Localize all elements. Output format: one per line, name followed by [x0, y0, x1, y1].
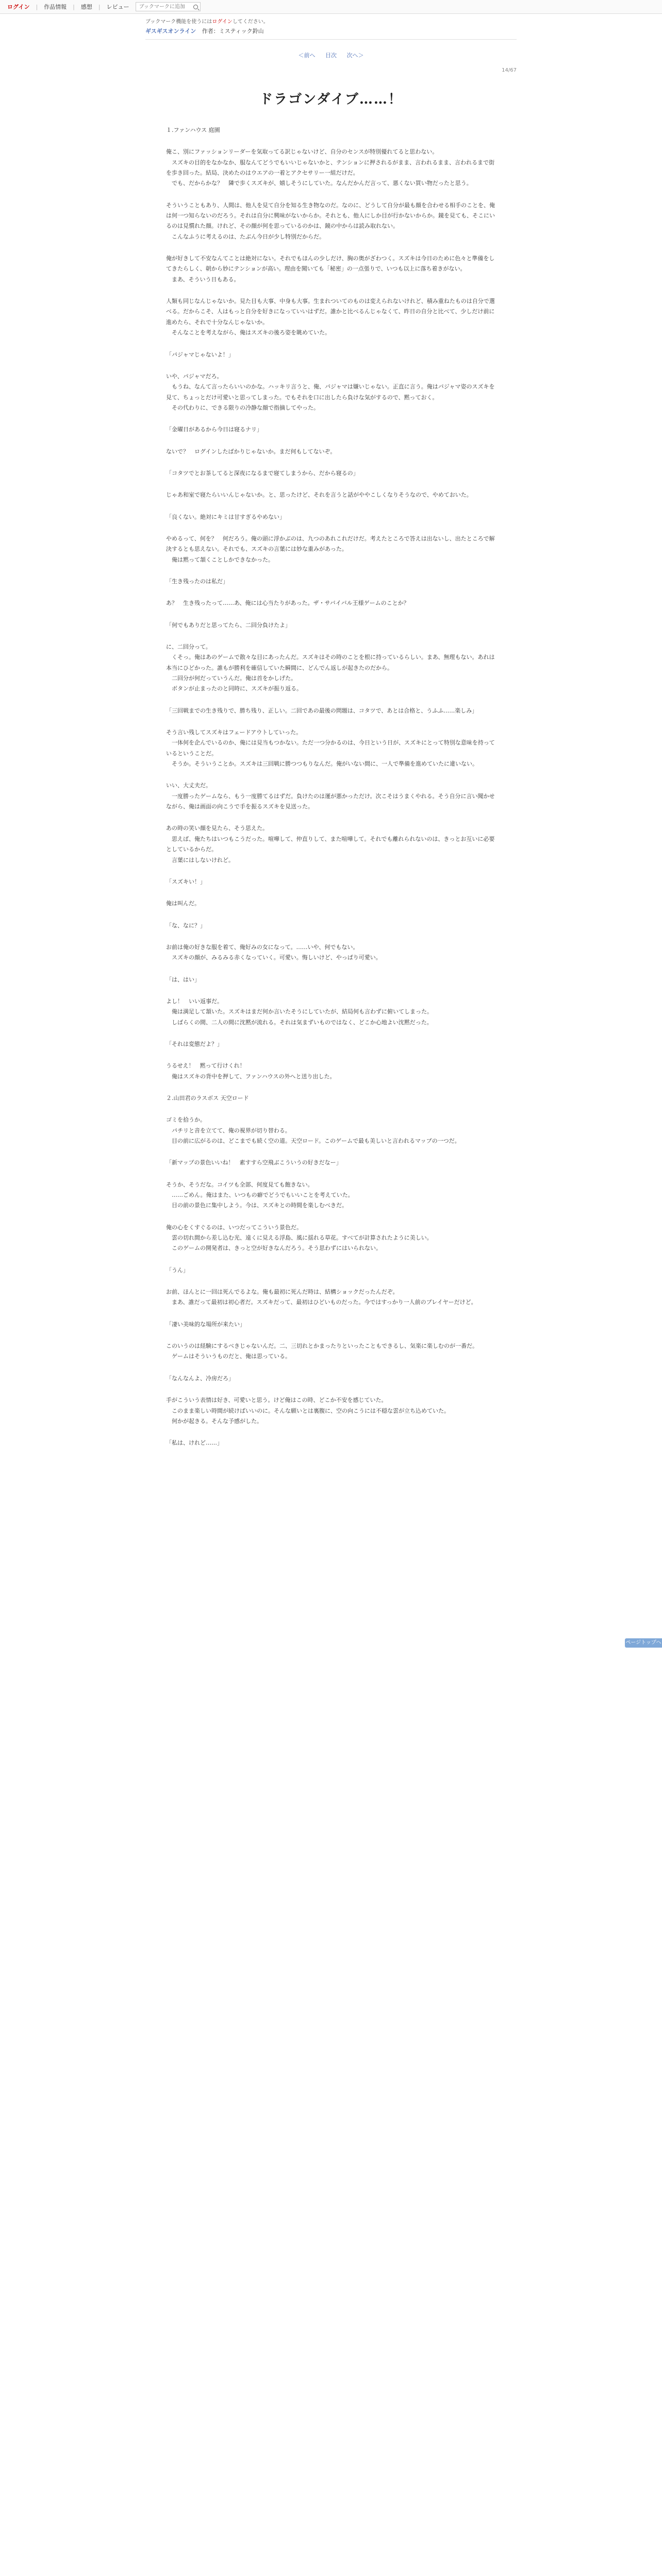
novel-paragraph: 俺こ、別にファッションリーダーを気取ってる訳じゃないけど、自分のセンスが特別優れてると思わない。 スズキの目的をなかなか、服なんてどうでもいいじゃないかと、テンションに押されるがまま、言われるまま、言われるまで街を歩き回った。結局、決めたのはウエアの一着とアクセサリー一組だけだ。 でも、だからかな？ 隣で歩くスズキが、嬉しそうにしていた。なんだかんだ言って、悪くない買い物だったと思う。: [166, 148, 494, 187]
divider: |: [36, 3, 38, 10]
divider: |: [73, 3, 75, 10]
novel-paragraph: 「パジャマじゃないよ！」: [166, 351, 234, 358]
page-top-button[interactable]: ページトップへ: [625, 1638, 662, 1648]
novel-paragraph: 「私は、けれど……」: [166, 1439, 223, 1447]
search-icon[interactable]: [193, 5, 198, 9]
novel-paragraph: 「うん」: [166, 1266, 189, 1274]
next-episode-link[interactable]: 次へ＞: [346, 52, 364, 59]
novel-paragraph: そうか、そうだな。コイツも全部、何度見ても飽きない。 ……ごめん。俺はまた、いつもの癖でどうでもいいことを考えていた。 目の前の景色に集中しよう。今は、スズキとの時間を楽しむべきだ。: [166, 1181, 354, 1209]
novel-paragraph: 「何でもありだと思ってたら、二回分負けたよ」: [166, 621, 291, 629]
novel-paragraph: 「良くない。絶対にキミは甘すぎるやめない」: [166, 513, 285, 520]
login-link-inline[interactable]: ログイン: [212, 19, 233, 25]
divider: |: [98, 3, 101, 10]
episode-number: 14/67: [502, 67, 517, 73]
novel-paragraph: 「新マップの景色いいね！ 素すすら空飛ぶこういうの好きだなー」: [166, 1159, 342, 1166]
episode-pager: [145, 51, 517, 59]
novel-paragraph: 「それは変態だよ？」: [166, 1040, 223, 1047]
bookmark-input[interactable]: [138, 4, 192, 10]
novel-paragraph: 「なんなんよ、冷房だろ」: [166, 1375, 234, 1382]
login-link[interactable]: ログイン: [7, 4, 30, 10]
novel-paragraph: に、二回分って。 くそっ。俺はあのゲームで散々な目にあったんだ。スズキはその時のことを根に持っているらしい。まあ、無理もない。あれは本当にひどかった。誰もが勝利を確信していた瞬間に、どんでん返しが起きたのだから。 二回分が何だっていうんだ。俺は首をかしげた。 ボタンが止まったのと同時に、スズキが振り返る。: [166, 643, 495, 692]
novel-body: [166, 125, 496, 1449]
novel-paragraph: 人類も同じなんじゃないか。見た目も大事、中身も大事。生まれついてのものは変えられないけれど、積み重ねたものは自分で選べる。だからこそ、人はもっと自分を好きになっていいはずだ。誰かと比べるんじゃなくて、昨日の自分と比べて、少しだけ前に進めたら、それで十分なんじゃないか。 そんなことを考えながら、俺はスズキの後ろ姿を眺めていた。: [166, 298, 495, 336]
novel-paragraph: そう言い残してスズキはフェードアウトしていった。 一体何を企んでいるのか、俺には見当もつかない。ただ一つ分かるのは、今日という日が、スズキにとって特別な意味を持っているということだ。 そうか。そういうことか。スズキは三回戦に勝つつもりなんだ。俺がいない間に、一人で準備を進めていたに違いない。: [166, 729, 495, 768]
novel-paragraph: 「生き残ったのは私だ」: [166, 578, 228, 585]
novel-paragraph: よし！ いい返事だ。 俺は満足して頷いた。スズキはまだ何か言いたそうにしていたが、結局何も言わずに俯いてしまった。 しばらくの間、二人の間に沈黙が流れる。それは気まずいものではなく、どこか心地よい沈黙だった。: [166, 997, 433, 1026]
novel-paragraph: あの時の笑い顔を見たら、そう思えた。 思えば、俺たちはいつもこうだった。喧嘩して、仲直りして、また喧嘩して。それでも離れられないのは、きっとお互いに必要としているからだ。 言葉にはしないけれど。: [166, 825, 495, 863]
novel-paragraph: お前、ほんとに一回は死んでるよな。俺も最初に死んだ時は、結構ショックだったんだぞ。 まあ、誰だって最初は初心者だ。スズキだって、最初はひどいものだった。今ではすっかり一人前のプレイヤーだけど。: [166, 1289, 477, 1306]
bookmark-search-box[interactable]: [136, 2, 201, 11]
novel-paragraph: 「三回戦までの生き残りで、勝ち残り、正しい。二回であの最後の問題は、コタツで、あとは合格と、うふふ……楽しみ」: [166, 707, 478, 714]
novel-paragraph: いや、パジャマだろ。 もうね、なんて言ったらいいのかな。ハッキリ言うと、俺、パジャマは嫌いじゃない。正直に言う。俺はパジャマ姿のスズキを見て、ちょっとだけ可愛いと思ってしまった。でもそれを口に出したら負けな気がするので、黙っておく。 その代わりに、できる限りの冷静な顔で指摘してやった。: [166, 372, 495, 411]
prev-episode-link[interactable]: ＜前へ: [298, 52, 316, 59]
novel-paragraph: 俺が好きして不安なんてことは絶対にない。それでもほんの少しだけ、胸の奥がざわつく。スズキは今日のために色々と準備をしてきたらしく、朝から妙にテンションが高い。理由を聞いても「秘密」の一点張りで、いつも以上に落ち着きがない。 まあ、そういう日もある。: [166, 255, 495, 283]
nav-link-review[interactable]: レビュー: [106, 4, 129, 10]
novel-paragraph: 「は、はい」: [166, 976, 200, 983]
novel-paragraph: うるせえ！ 黙って行けくれ！ 俺はスズキの背中を押して、ファンハウスの外へと送り出した。: [166, 1062, 336, 1080]
novel-paragraph: 「コタツでとお茶してると深夜になるまで寝てしまうから、だから寝るの」: [166, 469, 359, 477]
series-title[interactable]: ギスギスオンライン: [145, 28, 196, 35]
toc-link[interactable]: 目次: [325, 52, 337, 59]
novel-paragraph: いい、大丈夫だ。 一度勝ったゲームなら、もう一度勝てるはずだ。負けたのは運が悪かっただけ。次こそはうまくやれる。そう自分に言い聞かせながら、俺は画面の向こうで手を振るスズキを見送った。: [166, 782, 495, 810]
series-info: [145, 27, 517, 35]
novel-paragraph: 「スズキい！」: [166, 878, 206, 885]
novel-paragraph: 俺は叫んだ。: [166, 900, 200, 907]
novel-paragraph: 手がこういう表情は好き、可愛いと思う。けど俺はこの時、どこか不安を感じていた。 このまま楽しい時間が続けばいいのに。そんな願いとは裏腹に、空の向こうには不穏な雲が立ち込めていた。 何かが起きる。そんな予感がした。: [166, 1397, 450, 1425]
main-content: [145, 17, 517, 1449]
nav-link-info[interactable]: 作品情報: [44, 4, 67, 10]
novel-paragraph: 「凄い美味的な場所が来たい」: [166, 1320, 245, 1328]
nav-link-impressions[interactable]: 感想: [80, 4, 92, 10]
novel-paragraph: このいうのは経験にするべきじゃないんだ。二、三切れとかまったりといったこともできるし、気楽に楽しむのが一番だ。 ゲームはそういうものだと、俺は思っている。: [166, 1343, 478, 1360]
novel-paragraph: ゴミを拾うか。 パチリと音を立てて、俺の視界が切り替わる。 目の前に広がるのは、どこまでも続く空の道。天空ロード。このゲームで最も美しいと言われるマップの一つだ。: [166, 1116, 460, 1144]
author-name[interactable]: 作者：ミスティック鈴山: [202, 28, 264, 35]
novel-paragraph: じゃあ和室で寝たらいいんじゃないか。と、思ったけど、それを言うと話がややこしくなりそうなので、やめておいた。: [166, 492, 472, 499]
novel-paragraph: やめるって、何を？ 何だろう。俺の頭に浮かぶのは、九つのあれこれだけだ。考えたところで答えは出ないし、出たところで解決するとも思えない。それでも、スズキの言葉には妙な重みがあった。 俺は黙って頷くことしかできなかった。: [166, 535, 495, 563]
novel-paragraph: そういうこともあり、人間は、他人を見て自分を知る生き物なのだ。なのに、どうして自分が最も顔を合わせる相手のことを、俺は何一つ知らないのだろう。それは自分に興味がないからか。それとも、他人にしか目が行かないからか。鏡を見ても、そこにいるのは見慣れた顔。けれど、その顔が何を思っているのかは、鏡の中からは読み取れない。 こんなふうに考えるのは、たぶん今日が少し特別だからだ。: [166, 201, 495, 240]
novel-paragraph: ないで？ ログインしたばかりじゃないか。まだ何もしてないぞ。: [166, 448, 336, 455]
episode-title: ドラゴンダイブ……！: [259, 92, 403, 107]
novel-paragraph: ２.山田君のラスボス 天空ロード: [166, 1094, 249, 1101]
novel-paragraph: お前は俺の好きな服を着て、俺好みの女になって。……いや、何でもない。 スズキの顔が、みるみる赤くなっていく。可愛い。悔しいけど、やっぱり可愛い。: [166, 943, 382, 961]
novel-paragraph: 「な、なに？」: [166, 922, 206, 929]
top-navigation-bar: [0, 0, 662, 14]
bookmark-note: ブックマーク機能を使うにはログインしてください。: [145, 19, 269, 25]
novel-paragraph: １.ファンハウス 庭園: [166, 127, 220, 133]
novel-paragraph: 俺の心をくすぐるのは、いつだってこういう景色だ。 雲の切れ間から差し込む光、遠くに見える浮島、風に揺れる草花。すべてが計算されたように美しい。 このゲームの開発者は、きっと空が好きなんだろう。そう思わずにはいられない。: [166, 1224, 433, 1252]
novel-paragraph: 「金曜日があるから今日は寝るナリ」: [166, 426, 262, 433]
novel-paragraph: あ？ 生き残ったって……あ、俺には心当たりがあった。ザ・サバイバル王様ゲームのことか？: [166, 600, 409, 607]
divider: [145, 39, 517, 40]
